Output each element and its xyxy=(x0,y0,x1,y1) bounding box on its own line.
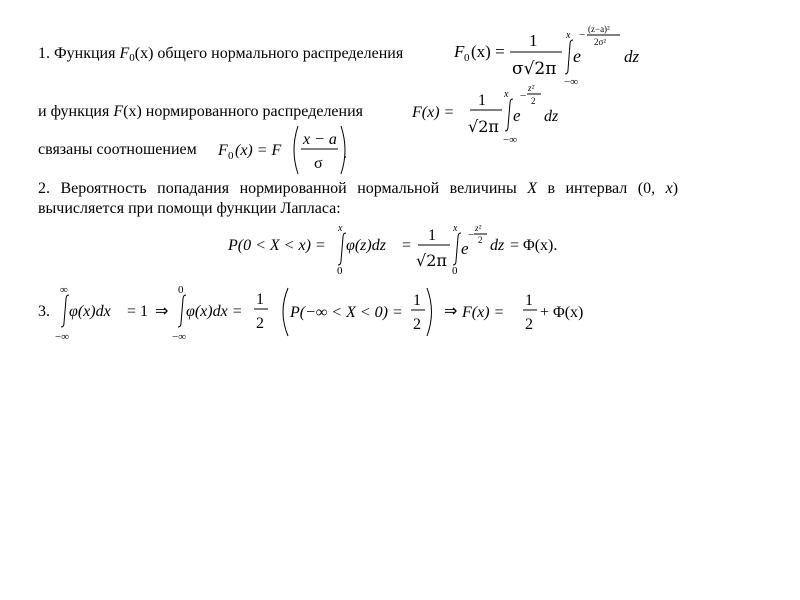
f2-int2-lower: 0 xyxy=(452,265,458,277)
f3b-integral-sign xyxy=(178,295,186,327)
item2-text-1: Вероятность попадания нормированной нормальной величины xyxy=(60,180,517,197)
f2-exp-base: e xyxy=(461,239,469,258)
f3d-numerator: 1 xyxy=(525,292,533,309)
f1c-left-paren xyxy=(294,126,298,174)
f3c-denominator: 2 xyxy=(413,316,421,333)
item2-line2 xyxy=(38,199,341,218)
item1-func: F xyxy=(119,45,130,62)
f1-integral-sign xyxy=(565,40,573,74)
f1c-denominator: σ xyxy=(314,155,323,172)
formula-standard-normal-cdf xyxy=(410,75,570,147)
f3b-numerator: 1 xyxy=(256,291,264,308)
f2-integrand1: φ(z)dz xyxy=(346,237,386,254)
formula-normalization xyxy=(55,280,160,342)
f1b-differential: dz xyxy=(544,108,559,125)
f1c-lhs-arg: (x) = F xyxy=(235,142,282,159)
implies-arrow-2: ⇒ xyxy=(444,301,458,320)
item2-text-line2: вычисляется при помощи функции Лапласа: xyxy=(38,200,341,217)
f1-exp-numerator: (z−a)² xyxy=(588,24,610,34)
item3-number: 3. xyxy=(38,303,50,320)
item2-line1 xyxy=(38,179,678,198)
f1b-exp-numerator: z² xyxy=(528,83,535,93)
item1-text xyxy=(38,44,403,63)
f1b-integral-sign xyxy=(505,99,513,131)
f1-lhs-arg: (x) = xyxy=(471,42,505,61)
item2-number: 2. xyxy=(38,180,50,197)
formula-cdf-via-laplace xyxy=(462,284,592,340)
f1b-exp-sign: − xyxy=(520,90,527,102)
item1-text-after: общего нормального распределения xyxy=(157,45,404,62)
formula-half-integral xyxy=(172,280,272,342)
item2-var2: x xyxy=(665,180,673,197)
f1b-numerator: 1 xyxy=(478,92,486,109)
f2-numerator: 1 xyxy=(428,227,436,244)
item1-func-arg: (x) xyxy=(134,45,154,62)
item1c-label: связаны соотношением xyxy=(38,141,197,158)
f1c-numerator: x − a xyxy=(303,131,337,148)
f2-rhs: = Φ(x). xyxy=(510,237,558,254)
item1b-text xyxy=(38,102,363,121)
item2-text-2: в интервал (0, xyxy=(547,180,656,197)
f2-exp-numerator: z² xyxy=(475,223,482,233)
f1b-int-lower: −∞ xyxy=(503,134,518,146)
arrow2-wrap xyxy=(444,301,457,321)
arrow1-wrap xyxy=(155,301,168,321)
f2-int1-lower: 0 xyxy=(337,265,343,277)
f3c-lhs: P(−∞ < X < 0) = xyxy=(290,304,403,321)
f1-lhs: F xyxy=(454,42,465,61)
f1-numerator: 1 xyxy=(529,31,538,50)
f2-eq: = xyxy=(402,237,412,254)
f3b-integrand: φ(x)dx = xyxy=(186,303,243,320)
f3d-denominator: 2 xyxy=(525,316,533,333)
f1-int-lower: −∞ xyxy=(564,76,579,88)
f3b-upper: 0 xyxy=(178,284,184,296)
item1-number: 1. xyxy=(38,45,50,62)
f3a-lower: −∞ xyxy=(55,331,70,343)
formula-probability-half xyxy=(276,284,436,340)
f3a-upper: ∞ xyxy=(60,284,68,296)
f2-denominator: √2π xyxy=(416,251,447,270)
f2-differential: dz xyxy=(490,237,505,254)
f3d-rhs: + Φ(x) xyxy=(540,304,584,321)
f2-lhs: P(0 < X < x) = xyxy=(228,237,326,254)
item2-var: X xyxy=(527,180,537,197)
f1-lhs-sub: 0 xyxy=(464,52,470,64)
item1-func-sub: 0 xyxy=(129,52,135,64)
f3c-left-paren xyxy=(283,288,288,336)
f1b-exp-denominator: 2 xyxy=(531,96,536,106)
f1b-int-upper: x xyxy=(504,89,509,100)
f3d-lhs: F(x) = xyxy=(462,304,505,321)
item1b-func: F xyxy=(113,103,124,120)
f2-exp-sign: − xyxy=(468,229,475,241)
item1b-func-arg: (x) xyxy=(123,103,142,120)
f1b-lhs: F(x) = xyxy=(412,104,455,121)
formula-relation xyxy=(216,122,366,180)
f1-exp-sign: − xyxy=(579,29,586,41)
item2-text-3: ) xyxy=(672,180,678,197)
item1b-text-before: и функция xyxy=(38,103,110,120)
f3a-integrand: φ(x)dx xyxy=(69,303,111,320)
f1b-exp-base: e xyxy=(513,106,521,125)
formula-laplace xyxy=(228,220,578,278)
f1-exp-base: e xyxy=(573,46,581,66)
f1-exp-denominator: 2σ² xyxy=(594,37,607,47)
f1c-end: . xyxy=(343,145,347,162)
f1-int-upper: x xyxy=(566,30,571,41)
f1c-lhs: F xyxy=(218,142,228,159)
item1-text-before: Функция xyxy=(54,45,116,62)
f2-int1-upper: x xyxy=(338,223,343,234)
f2-exp-denominator: 2 xyxy=(478,235,483,245)
f1c-lhs-sub: 0 xyxy=(228,150,234,162)
implies-arrow-1: ⇒ xyxy=(155,301,169,320)
f3a-integral-sign xyxy=(61,295,69,327)
f2-integral1-sign xyxy=(338,233,346,265)
f3a-rhs: = 1 xyxy=(127,303,149,320)
f3c-numerator: 1 xyxy=(413,292,421,309)
item1c-text xyxy=(38,140,197,159)
f2-int2-upper: x xyxy=(453,223,458,234)
f1-differential: dz xyxy=(624,47,640,66)
f3b-lower: −∞ xyxy=(172,331,187,343)
f1-denominator: σ√2π xyxy=(512,59,557,79)
item1b-text-after: нормированного распределения xyxy=(145,103,364,120)
f3b-denominator: 2 xyxy=(256,315,264,332)
item3-number-wrap xyxy=(38,302,50,321)
f3c-right-paren xyxy=(427,288,432,336)
f1b-denominator: √2π xyxy=(468,117,499,136)
f2-integral2-sign xyxy=(453,233,461,265)
